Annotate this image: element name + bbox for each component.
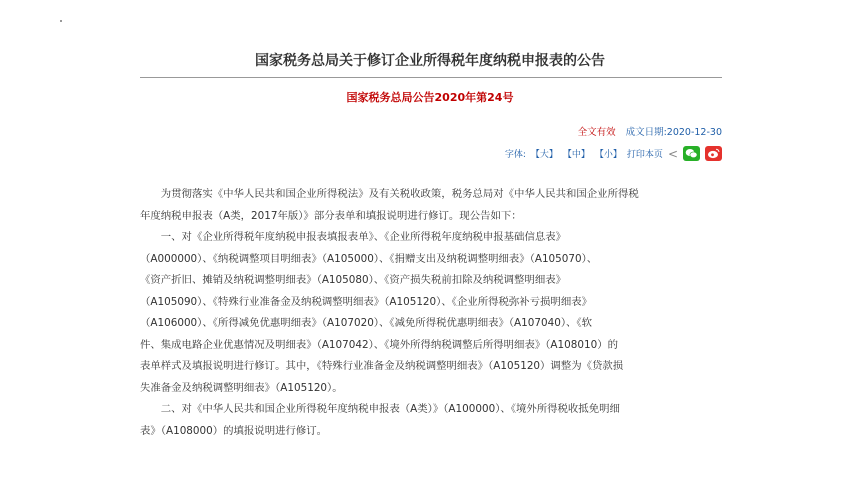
- share-icon[interactable]: <: [667, 146, 678, 161]
- font-size-label: 字体:: [504, 150, 526, 160]
- document-number: 国家税务总局公告2020年第24号: [346, 91, 514, 104]
- article-body: [140, 184, 722, 442]
- article-line: （A106000）、《所得减免优惠明细表》（A107020）、《减免所得税优惠明细表》（A107040）、《软: [140, 317, 592, 329]
- article-line: 表单样式及填报说明进行修订。其中，《特殊行业准备金及纳税调整明细表》（A105120）调整为《贷款损: [140, 360, 624, 372]
- weibo-icon[interactable]: [705, 146, 722, 161]
- article-line: （A105090）、《特殊行业准备金及纳税调整明细表》（A105120）、《企业所得税弥补亏损明细表》: [140, 295, 592, 308]
- article-line: 一、对《企业所得税年度纳税申报表填报表单》、《企业所得税年度纳税申报基础信息表》: [140, 231, 567, 243]
- article-line: 年度纳税申报表（A类，2017年版）》部分表单和填报说明进行修订。现公告如下：: [140, 209, 522, 222]
- article-line: 为贯彻落实《中华人民共和国企业所得税法》及有关税收政策，税务总局对《中华人民共和国企业所得税: [140, 188, 639, 200]
- document-date: 成文日期:2020-12-30: [625, 127, 722, 138]
- wechat-icon[interactable]: [683, 146, 700, 161]
- print-link[interactable]: 打印本页: [626, 150, 663, 160]
- document-meta: [578, 124, 722, 138]
- page-title: 国家税务总局关于修订企业所得税年度纳税申报表的公告: [255, 53, 605, 69]
- article-line: 《资产折旧、摊销及纳税调整明细表》（A105080）、《资产损失税前扣除及纳税调整明细表》: [140, 274, 567, 286]
- font-size-small-link[interactable]: 【小】: [594, 150, 622, 160]
- article-line: 二、对《中华人民共和国企业所得税年度纳税申报表（A类）》（A100000）、《境外所得税收抵免明细: [140, 403, 620, 415]
- font-size-large-link[interactable]: 【大】: [530, 150, 558, 160]
- article-line: 失准备金及纳税调整明细表》（A105120）。: [140, 381, 343, 394]
- validity-status: 全文有效: [577, 127, 616, 138]
- article-line: （A000000）、《纳税调整项目明细表》（A105000）、《捐赠支出及纳税调整明细表》（A105070）、: [140, 252, 598, 265]
- article-line: 表》（A108000）的填报说明进行修订。: [140, 424, 328, 437]
- article-tools: [505, 146, 722, 161]
- title-divider: [140, 77, 722, 78]
- font-size-medium-link[interactable]: 【中】: [562, 150, 590, 160]
- article-line: 件、集成电路企业优惠情况及明细表》（A107042）、《境外所得纳税调整后所得明细表》（A108010）的: [140, 338, 618, 351]
- page-dot: [60, 20, 62, 22]
